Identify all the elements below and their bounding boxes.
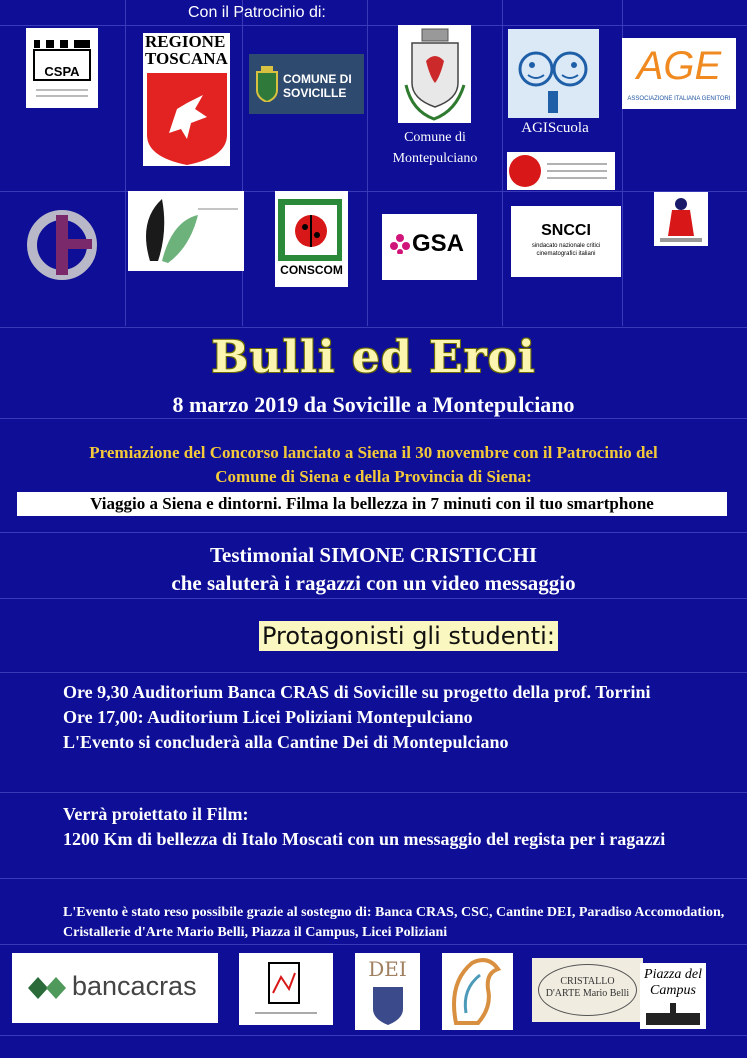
leaf-logo (128, 191, 244, 271)
csc-logo (239, 953, 333, 1025)
piazza-logo (640, 963, 706, 1029)
sponsor-text: L'Evento è stato reso possibile grazie al sostegno di: Banca CRAS, CSC, Cantine DEI, Paradiso Accomodation, Cristallerie d'Arte Mario Belli, Piazza il Campus, Licei Poliziani (63, 905, 725, 940)
conscom-logo (275, 191, 348, 287)
skyline-icon (646, 1003, 700, 1025)
divider (0, 878, 747, 879)
divider (367, 0, 368, 326)
testimonial-line-1: Testimonial SIMONE CRISTICCHI (209, 543, 538, 567)
divider (0, 598, 747, 599)
cspa-logo (26, 28, 98, 108)
horse-icon (442, 953, 513, 1030)
program-line: Ore 17,00: Auditorium Licei Poliziani Montepulciano (63, 707, 473, 727)
ring-emblem-icon (26, 209, 98, 281)
chevrons-icon (28, 977, 68, 999)
patrocinio-label: Con il Patrocinio di: (188, 4, 326, 21)
comune-sovicille-text: COMUNE DI SOVICILLE (283, 72, 352, 100)
program-schedule (63, 680, 733, 755)
radio-association-logo (507, 152, 615, 190)
piazza-text: Piazza del Campus (644, 967, 702, 998)
film-line: 1200 Km di bellezza di Italo Moscati con un messaggio del regista per i ragazzi (63, 829, 666, 849)
dei-text: DEI (368, 957, 407, 981)
divider (0, 792, 747, 793)
dei-logo (355, 953, 420, 1030)
program-line: L'Evento si concluderà alla Cantine Dei di Montepulciano (63, 732, 509, 752)
testimonial-line-2: che saluterà i ragazzi con un video messaggio (171, 571, 576, 595)
agiscuola-logo (508, 29, 599, 118)
film-info (63, 802, 733, 852)
gsa-logo (382, 214, 477, 280)
bancacras-text: bancacras (72, 971, 197, 1001)
age-logo (622, 38, 736, 109)
flower-icon (390, 234, 410, 254)
divider (0, 672, 747, 673)
bancacras-logo (12, 953, 218, 1023)
crest-icon (371, 985, 405, 1025)
program-line: Ore 9,30 Auditorium Banca CRAS di Sovicille su progetto della prof. Torrini (63, 682, 651, 702)
premio-line-2: Comune di Siena e della Provincia di Siena: (215, 467, 532, 486)
regione-text: REGIONE TOSCANA (145, 33, 228, 68)
comune-sovicille-logo (249, 54, 364, 114)
divider (502, 0, 503, 326)
conscom-text: CONSCOM (280, 263, 343, 277)
divider (0, 327, 747, 328)
divider (0, 25, 747, 26)
sncci-text: SNCCI (541, 222, 591, 239)
divider (0, 944, 747, 945)
regione-toscana-logo (143, 33, 230, 166)
cristallo-text: CRISTALLO D'ARTE Mario Belli (545, 976, 630, 999)
sncci-logo (511, 206, 621, 277)
film-strip-icon (239, 953, 333, 1025)
leaves-icon (128, 191, 244, 271)
horse-logo (442, 953, 513, 1030)
agiscuola-caption: AGIScuola (521, 120, 589, 136)
festival-logo (654, 192, 708, 246)
event-title: Bulli ed Eroi (211, 332, 536, 383)
figure-icon (654, 192, 708, 246)
coat-of-arms-icon (398, 25, 471, 123)
pegasus-icon (147, 73, 227, 165)
event-subtitle: 8 marzo 2019 da Sovicille a Montepulciano (172, 392, 575, 417)
divider (0, 191, 747, 192)
sncci-subtext: sindacato nazionale critici cinematografici italiani (531, 243, 601, 257)
divider (0, 532, 747, 533)
premio-line-1: Premiazione del Concorso lanciato a Siena il 30 novembre con il Patrocinio del (89, 443, 658, 462)
faces-icon (508, 29, 599, 118)
montepulciano-caption: Comune di Montepulciano (392, 130, 478, 166)
testimonial-text (0, 541, 747, 597)
circle-logo (26, 209, 98, 281)
montepulciano-logo (398, 25, 471, 123)
circle-badge-icon (507, 152, 615, 190)
gsa-text: GSA (412, 230, 465, 257)
divider (0, 1035, 747, 1036)
divider (0, 418, 747, 419)
film-line: Verrà proiettato il Film: (63, 804, 249, 824)
age-subtext: ASSOCIAZIONE ITALIANA GENITORI (627, 96, 731, 102)
protagonisti-banner: Protagonisti gli studenti: (259, 621, 558, 651)
coat-of-arms-icon (255, 66, 279, 102)
viaggio-banner: Viaggio a Siena e dintorni. Filma la bellezza in 7 minuti con il tuo smartphone (17, 492, 727, 516)
cspa-text: CSPA (44, 64, 80, 79)
cristallo-logo (532, 958, 643, 1022)
divider (125, 0, 126, 326)
divider (242, 0, 243, 326)
age-text: AGE (636, 44, 722, 88)
premio-text (0, 441, 747, 489)
